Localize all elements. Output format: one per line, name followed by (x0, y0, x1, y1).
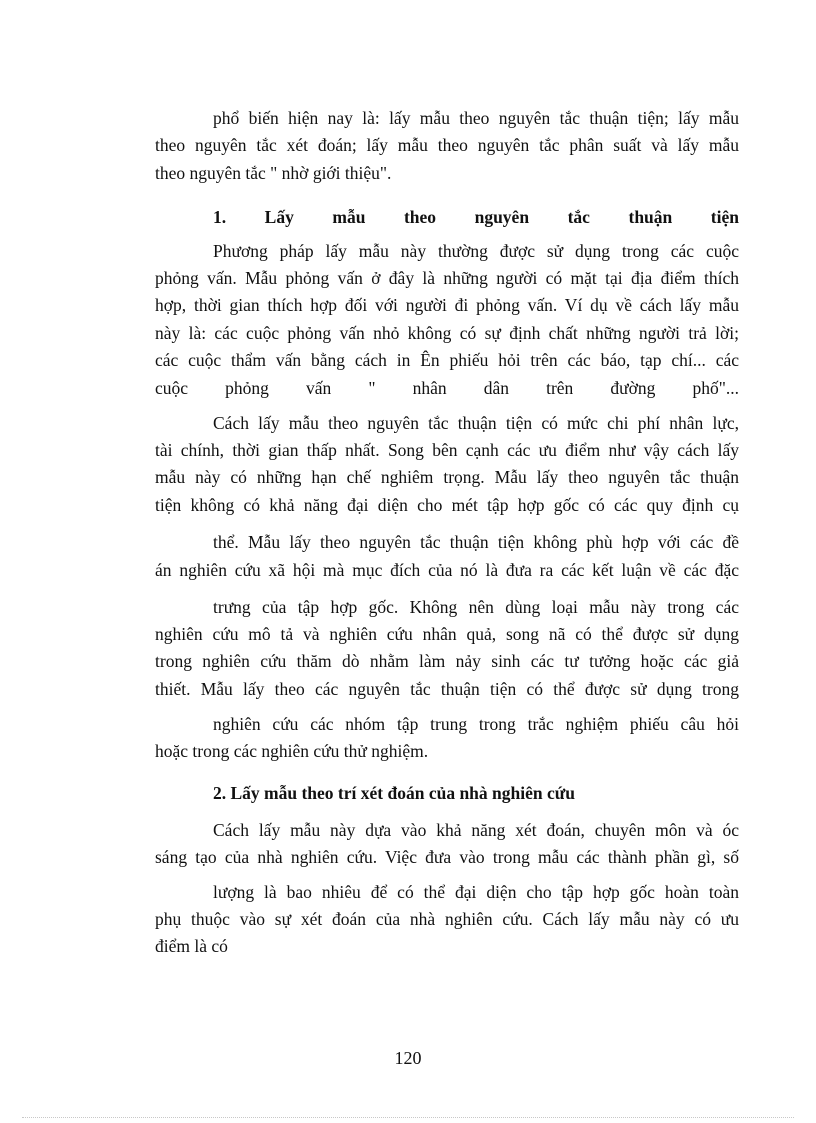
body-line: mẫu này có những hạn chế nghiêm trọng. Mẫu lấy theo nguyên tắc thuận (155, 467, 739, 487)
body-line: phổ biến hiện nay là: lấy mẫu theo nguyên tắc thuận tiện; lấy mẫu (213, 108, 739, 128)
body-line: tiện không có khả năng đại diện cho mét tập hợp gốc có các quy định cụ (155, 495, 739, 515)
body-line: Phương pháp lấy mẫu này thường được sử dụng trong các cuộc (213, 241, 739, 261)
body-line: trưng của tập hợp gốc. Không nên dùng loại mẫu này trong các (213, 597, 739, 617)
body-line: này là: các cuộc phỏng vấn nhỏ không có sự định chất những người trả lời; (155, 323, 739, 343)
body-line: tài chính, thời gian thấp nhất. Song bên cạnh các ưu điểm như vậy cách lấy (155, 440, 739, 460)
body-line: các cuộc thẩm vấn bằng cách in Ên phiếu hỏi trên các báo, tạp chí... các (155, 350, 739, 370)
body-line: hợp, thời gian thích hợp đối với người đi phỏng vấn. Ví dụ về cách lấy mẫu (155, 295, 739, 315)
body-line: phỏng vấn. Mẫu phỏng vấn ở đây là những người có mặt tại địa điểm thích (155, 268, 739, 288)
body-line: lượng là bao nhiêu để có thể đại diện cho tập hợp gốc hoàn toàn (213, 882, 739, 902)
body-line: thiết. Mẫu lấy theo các nguyên tắc thuận tiện có thể được sử dụng trong (155, 679, 739, 699)
body-line: Cách lấy mẫu này dựa vào khả năng xét đoán, chuyên môn và óc (213, 820, 739, 840)
section-heading-2: 2. Lấy mẫu theo trí xét đoán của nhà nghiên cứu (213, 783, 575, 803)
body-line: theo nguyên tắc " nhờ giới thiệu". (155, 163, 392, 183)
body-line: án nghiên cứu xã hội mà mục đích của nó là đưa ra các kết luận về các đặc (155, 560, 739, 580)
body-line: phụ thuộc vào sự xét đoán của nhà nghiên cứu. Cách lấy mẫu này có ưu (155, 909, 739, 929)
body-line: Cách lấy mẫu theo nguyên tắc thuận tiện có mức chi phí nhân lực, (213, 413, 739, 433)
body-line: nghiên cứu mô tả và nghiên cứu nhân quả, song nã có thể được sử dụng (155, 624, 739, 644)
body-line: hoặc trong các nghiên cứu thử nghiệm. (155, 741, 429, 761)
page-number: 120 (394, 1048, 422, 1068)
body-line: theo nguyên tắc xét đoán; lấy mẫu theo nguyên tắc phân suất và lấy mẫu (155, 135, 739, 155)
body-line: cuộc phỏng vấn " nhân dân trên đường phố"... (155, 378, 739, 398)
body-line: sáng tạo của nhà nghiên cứu. Việc đưa vào trong mẫu các thành phần gì, số (155, 847, 739, 867)
body-line: nghiên cứu các nhóm tập trung trong trắc nghiệm phiếu câu hỏi (213, 714, 739, 734)
section-heading-1: 1. Lấy mẫu theo nguyên tắc thuận tiện (213, 207, 739, 227)
body-line: trong nghiên cứu thăm dò nhằm làm nảy sinh các tư tưởng hoặc các giả (155, 651, 739, 671)
body-line: điểm là có (155, 936, 228, 956)
footer-divider (22, 1117, 794, 1118)
body-line: thể. Mẫu lấy theo nguyên tắc thuận tiện không phù hợp với các đề (213, 532, 739, 552)
